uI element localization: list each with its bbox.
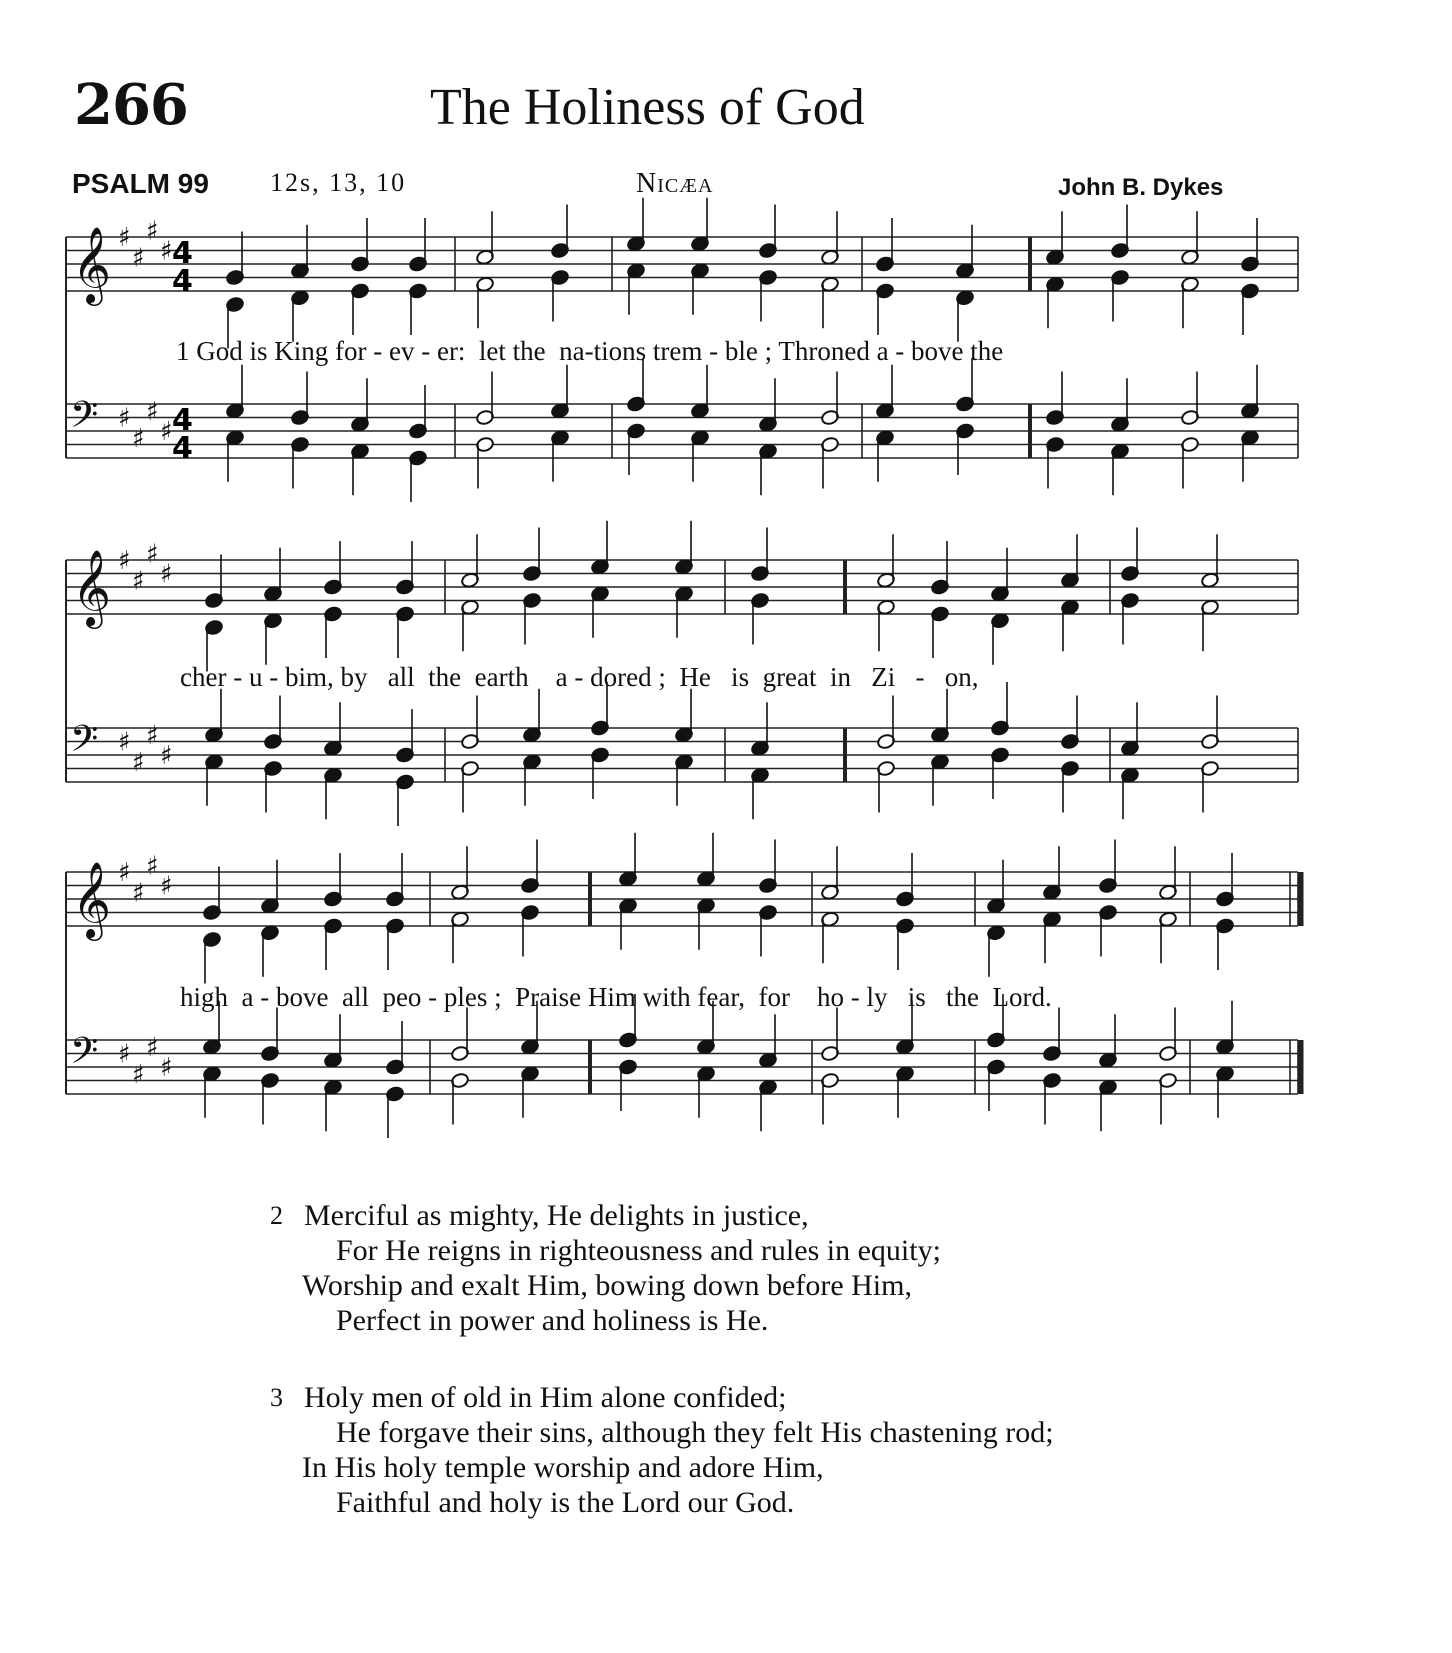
sharp-sign: ♯	[132, 878, 145, 909]
lyric-line-system-1: 1 God is King for - ev - er: let the na-tions trem - ble ; Throned a - bove the	[176, 336, 1004, 366]
time-signature-top: 4	[172, 236, 193, 271]
stanza-line: Perfect in power and holiness is He.	[336, 1304, 769, 1337]
hymn-number: 266	[74, 72, 188, 138]
sharp-sign: ♯	[160, 1053, 173, 1083]
stanza-line: Merciful as mighty, He delights in justice,	[304, 1199, 809, 1232]
treble-clef: 𝄞	[72, 861, 112, 938]
stanza-2	[270, 1198, 941, 1338]
time-signature-bottom: 4	[172, 431, 193, 466]
stanza-3	[270, 1380, 1054, 1520]
treble-clef: 𝄞	[72, 549, 112, 626]
sharp-sign: ♯	[160, 871, 173, 902]
stanza-line: In His holy temple worship and adore Him,	[302, 1451, 824, 1484]
time-signature-bottom: 4	[172, 264, 193, 299]
sharp-sign: ♯	[146, 216, 159, 247]
sharp-sign: ♯	[132, 1059, 145, 1090]
sharp-sign: ♯	[118, 1039, 131, 1070]
sharp-sign: ♯	[146, 851, 159, 882]
stanza-line: For He reigns in righteousness and rules in equity;	[336, 1234, 941, 1267]
stanza-number: 2	[270, 1201, 283, 1230]
meter: 12s, 13, 10	[270, 168, 407, 197]
treble-clef: 𝄞	[72, 226, 112, 303]
sharp-sign: ♯	[118, 403, 131, 434]
stanza-number: 3	[270, 1383, 283, 1412]
hymn-title: The Holiness of God	[430, 79, 865, 136]
sharp-sign: ♯	[118, 858, 131, 888]
bass-clef: 𝄢	[70, 394, 99, 445]
stanza-line: Worship and exalt Him, bowing down before Him,	[302, 1269, 912, 1302]
sharp-sign: ♯	[118, 546, 131, 576]
lyric-line-system-2: cher - u - bim, by all the earth a - dored ; He is great in Zi - on,	[180, 662, 979, 692]
psalm-reference: PSALM 99	[72, 168, 209, 199]
sharp-sign: ♯	[160, 417, 173, 447]
tune-name: Nicæa	[636, 168, 714, 199]
sharp-sign: ♯	[160, 741, 173, 771]
time-signature-top: 4	[172, 403, 193, 438]
stanza-line: Faithful and holy is the Lord our God.	[336, 1486, 795, 1519]
sharp-sign: ♯	[160, 236, 173, 267]
sharp-sign: ♯	[146, 539, 159, 570]
sharp-sign: ♯	[118, 727, 131, 758]
bass-clef: 𝄢	[70, 1030, 99, 1081]
sharp-sign: ♯	[132, 566, 145, 597]
sharp-sign: ♯	[118, 223, 131, 253]
sharp-sign: ♯	[146, 720, 159, 751]
sharp-sign: ♯	[132, 747, 145, 778]
sharp-sign: ♯	[160, 559, 173, 590]
stanza-line: Holy men of old in Him alone confided;	[304, 1381, 787, 1414]
sharp-sign: ♯	[132, 243, 145, 274]
sharp-sign: ♯	[132, 423, 145, 454]
sharp-sign: ♯	[146, 1032, 159, 1063]
lyric-line-system-3: high a - bove all peo - ples ; Praise Him with fear, for ho - ly is the Lord.	[180, 982, 1052, 1012]
composer: John B. Dykes	[1058, 174, 1224, 201]
stanza-line: He forgave their sins, although they felt His chastening rod;	[336, 1416, 1054, 1449]
bass-clef: 𝄢	[70, 718, 99, 769]
sharp-sign: ♯	[146, 396, 159, 427]
